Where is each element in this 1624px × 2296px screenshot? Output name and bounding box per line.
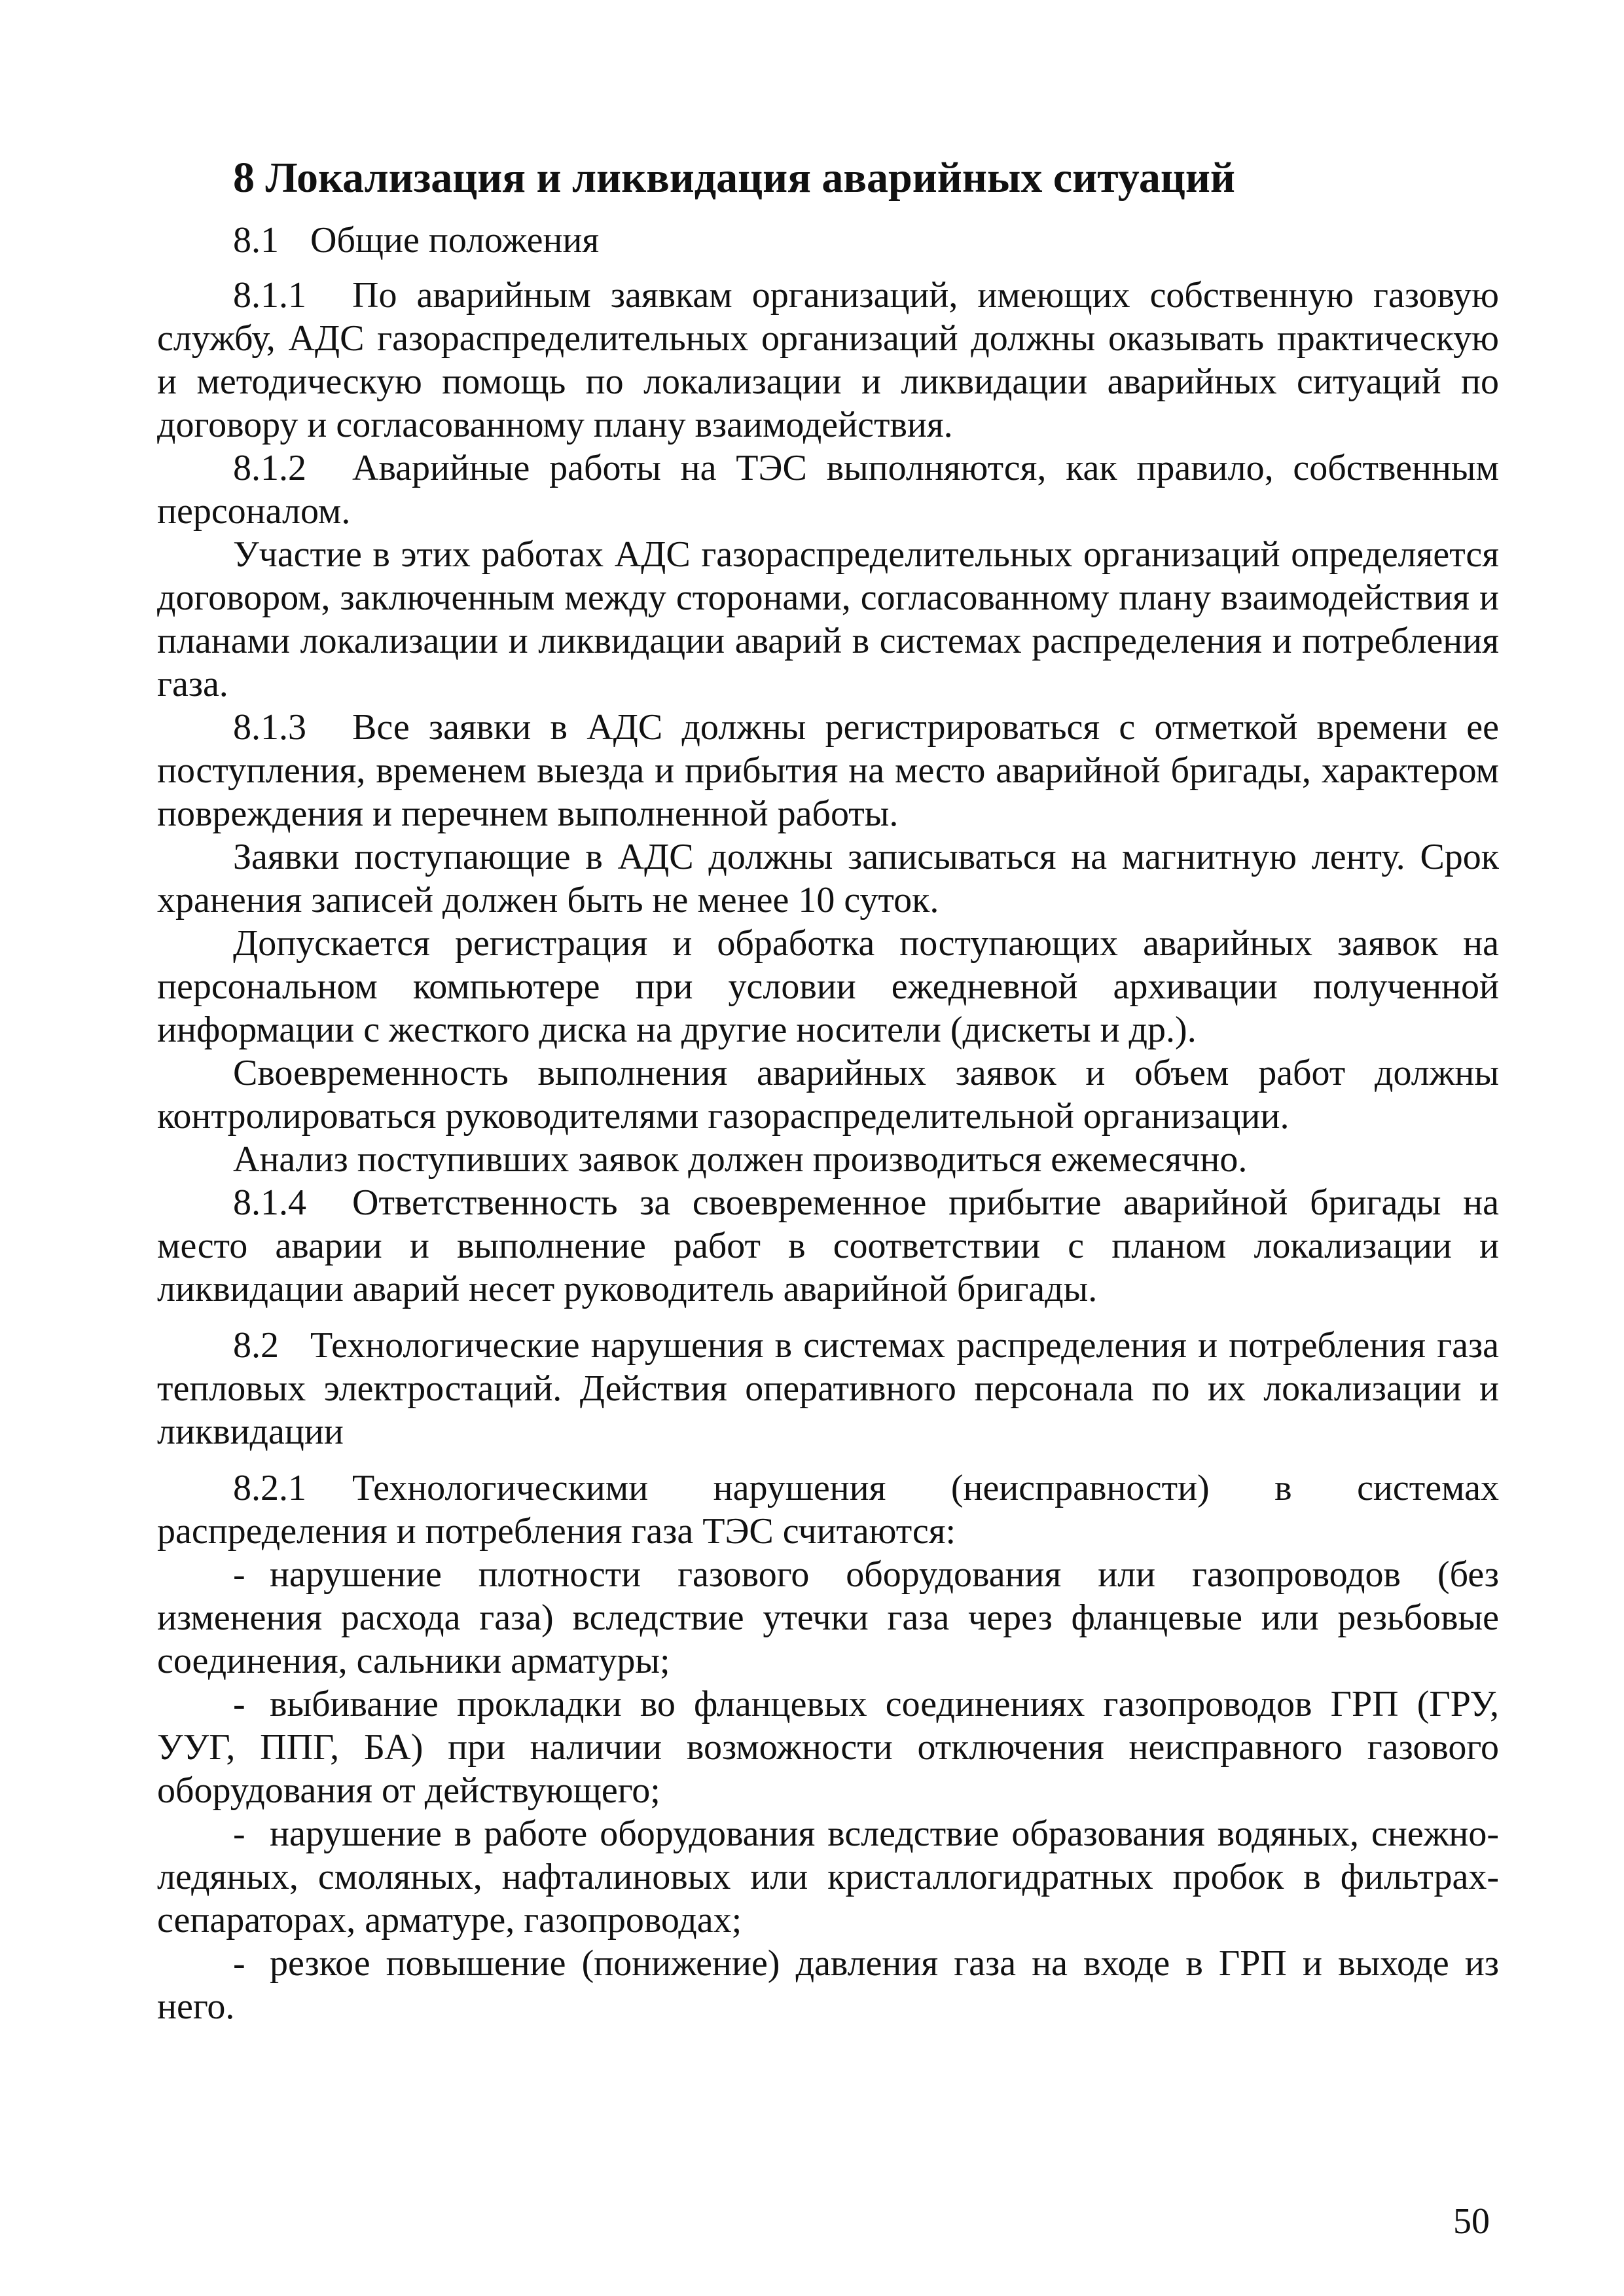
paragraph-text: По аварийным заявкам организаций, имеющих собственную газовую службу, АДС газораспределительных организаций должны оказывать практическую и методическую помощь по локализации и ликвидации аварийных ситуаций по договору и согласованному плану взаимодействия. [157,275,1499,445]
clause-number: 8.1.4 [233,1182,306,1223]
paragraph-8-1-4 [157,1181,1499,1311]
clause-number: 8.2.1 [233,1468,306,1508]
section-title: Технологические нарушения в системах распределения и потребления газа тепловых электростаций. Действия оперативного персонала по их локализации и ликвидации [157,1325,1499,1452]
list-item-text: выбивание прокладки во фланцевых соединениях газопроводов ГРП (ГРУ, УУГ, ППГ, БА) при наличии возможности отключения неисправного газового оборудования от действующего; [157,1684,1499,1811]
section-8-2-heading [157,1324,1499,1453]
section-title: Общие положения [310,220,600,261]
clause-number: 8.1.2 [233,448,306,488]
paragraph-8-1-1 [157,274,1499,446]
spacer [157,1311,1499,1324]
paragraph: Своевременность выполнения аварийных заявок и объем работ должны контролироваться руководителями газораспределительной организации. [157,1053,1499,1137]
section-number: 8.2 [233,1325,279,1366]
list-marker: - [233,1943,245,1984]
violations-list [157,1553,1499,2028]
list-marker: - [233,1813,245,1854]
clause-number: 8.1.3 [233,707,306,748]
paragraph: Участие в этих работах АДС газораспределительных организаций определяется договором, заключенным между сторонами, согласованному плану взаимодействия и планами локализации и ликвидации аварий в системах распределения и потребления газа. [157,534,1499,704]
paragraph-8-1-2 [157,446,1499,533]
list-item [157,1553,1499,1683]
section-number: 8.1 [233,220,279,261]
paragraph: Заявки поступающие в АДС должны записываться на магнитную ленту. Срок хранения записей должен быть не менее 10 суток. [157,837,1499,920]
list-item [157,1942,1499,2028]
paragraph-8-1-3 [157,706,1499,835]
list-item-text: резкое повышение (понижение) давления газа на входе в ГРП и выходе из него. [157,1943,1499,2027]
paragraph: Допускается регистрация и обработка поступающих аварийных заявок на персональном компьютере при условии ежедневной архивации полученной информации с жесткого диска на другие носители (дискеты и др.). [157,923,1499,1050]
page-content [157,151,1499,2028]
list-item-text: нарушение плотности газового оборудования или газопроводов (без изменения расхода газа) вследствие утечки газа через фланцевые или резьбовые соединения, сальники арматуры; [157,1554,1499,1681]
paragraph-8-2-1 [157,1467,1499,1553]
list-item [157,1812,1499,1942]
paragraph-text: Технологическими нарушения (неисправности) в системах распределения и потребления газа ТЭС считаются: [157,1468,1499,1552]
section-8-1-body [157,274,1499,1311]
section-8-1-heading [157,219,1499,262]
list-item-text: нарушение в работе оборудования вследствие образования водяных, снежно-ледяных, смоляных, нафталиновых или кристаллогидратных пробок в фильтрах-сепараторах, арматуре, газопроводах; [157,1813,1499,1941]
chapter-heading: 8 Локализация и ликвидация аварийных ситуаций [233,154,1235,202]
paragraph-text: Ответственность за своевременное прибытие аварийной бригады на место аварии и выполнение работ в соответствии с планом локализации и ликвидации аварий несет руководитель аварийной бригады. [157,1182,1499,1309]
clause-number: 8.1.1 [233,275,306,316]
list-item [157,1683,1499,1812]
spacer [157,1453,1499,1467]
paragraph: Анализ поступивших заявок должен производиться ежемесячно. [233,1139,1248,1180]
paragraph-text: Все заявки в АДС должны регистрироваться с отметкой времени ее поступления, временем выезда и прибытия на место аварийной бригады, характером повреждения и перечнем выполненной работы. [157,707,1499,834]
list-marker: - [233,1554,245,1595]
page-number: 50 [1453,2201,1490,2242]
paragraph-text: Аварийные работы на ТЭС выполняются, как правило, собственным персоналом. [157,448,1499,532]
list-marker: - [233,1684,245,1724]
